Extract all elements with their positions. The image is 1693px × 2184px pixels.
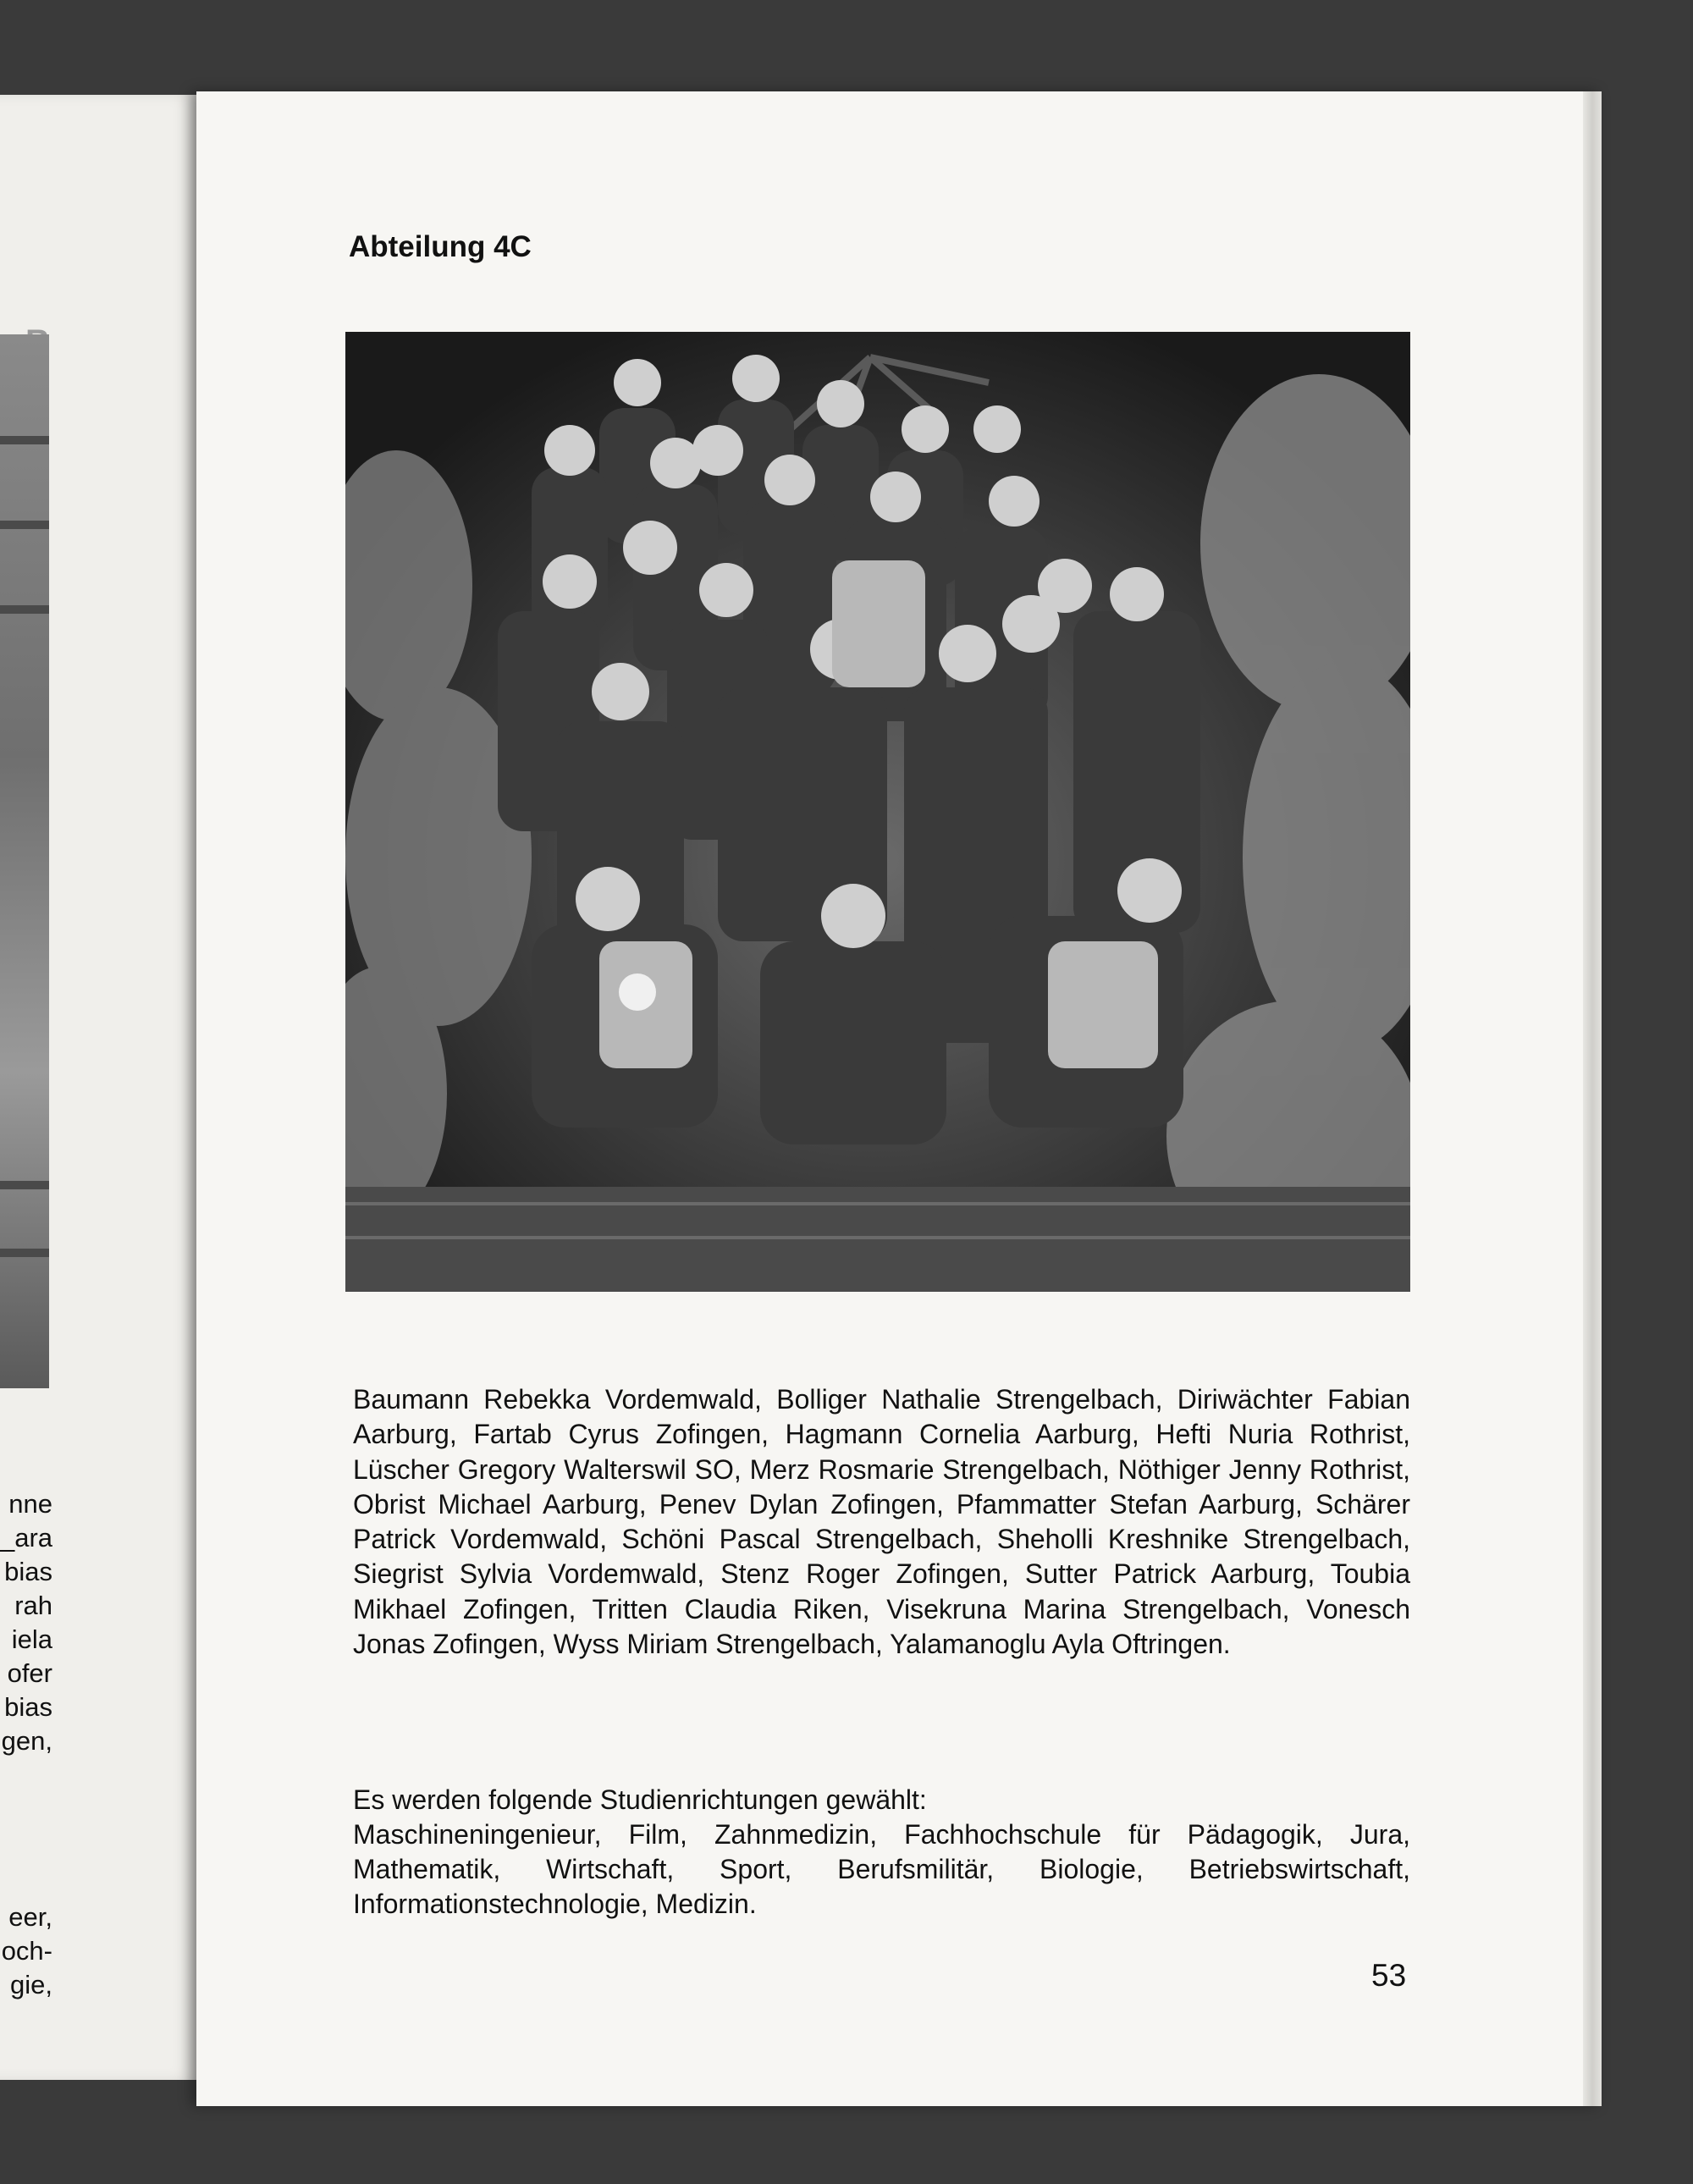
page-number: 53 [1371,1958,1407,1993]
left-fragment-line: _ara [0,1523,52,1553]
left-fragment-line: och- [1,1936,52,1966]
left-fragment-line: ofer [7,1658,52,1688]
left-fragment-line: bias [4,1557,52,1586]
left-photo-fragment [0,334,49,1388]
left-fragment-line: eer, [8,1902,52,1932]
left-fragment-line: iela [11,1624,52,1654]
left-page [0,95,199,2080]
left-fragment-line: gen, [1,1726,52,1756]
left-fragment-line: rah [14,1591,52,1620]
studies-list: Maschineningenieur, Film, Zahnmedizin, Fachhochschule für Pädagogik, Jura, Mathematik, Wirtschaft, Sport, Berufsmilitär, Biologie, Betriebswirtschaft, Informationstechnologie, Medizin. [353,1819,1410,1919]
student-names-paragraph: Baumann Rebekka Vordemwald, Bolliger Nathalie Strengelbach, Diriwächter Fabian Aarburg, Fartab Cyrus Zofingen, Hagmann Cornelia Aarburg, Hefti Nuria Rothrist, Lüscher Gregory Walterswil SO, Merz Rosmarie Strengelbach, Nöthiger Jenny Rothrist, Obrist Michael Aarburg, Penev Dylan Zofingen, Pfammatter Stefan Aarburg, Schärer Patrick Vordemwald, Schöni Pascal Strengelbach, Sheholli Kreshnike Strengelbach, Siegrist Sylvia Vordemwald, Stenz Roger Zofingen, Sutter Patrick Aarburg, Toubia Mikhael Zofingen, Tritten Claudia Riken, Visekruna Marina Strengelbach, Vonesch Jonas Zofingen, Wyss Miriam Strengelbach, Yalamanoglu Ayla Oftringen. [353,1384,1410,1660]
left-text-fragments-lower [0,1900,52,2002]
studies-intro: Es werden folgende Studienrichtungen gewählt: [353,1784,927,1815]
left-text-fragments [0,1487,52,1758]
section-title: Abteilung 4C [349,230,532,263]
left-fragment-line: bias [4,1692,52,1722]
page-edge [1583,91,1602,2106]
left-fragment-line: gie, [10,1970,52,1999]
class-group-photo [345,332,1410,1292]
left-fragment-line: nne [8,1489,52,1519]
